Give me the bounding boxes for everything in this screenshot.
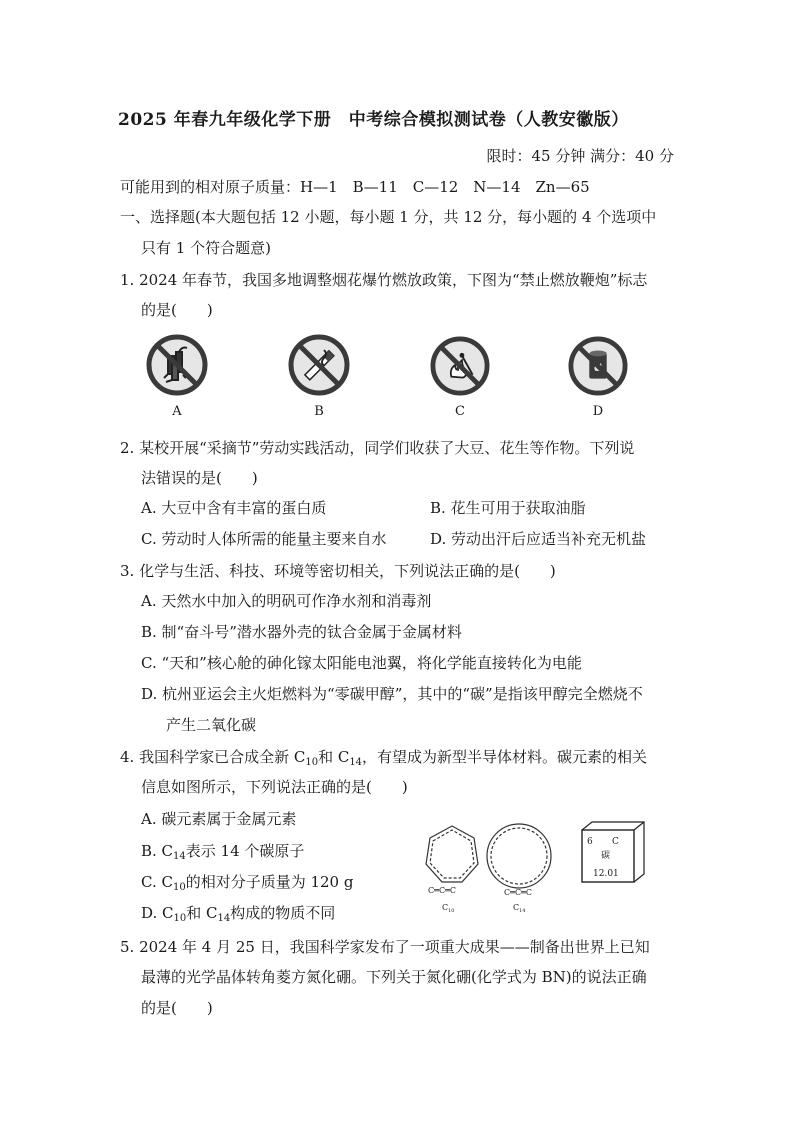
q4-stem-part: 4. 我国科学家已合成全新 C (120, 748, 306, 766)
section1-heading-cont: 只有 1 个符合题意) (141, 239, 271, 257)
time-score: 限时：45 分钟 满分：40 分 (486, 147, 674, 165)
q1-stem: 1. 2024 年春节，我国多地调整烟花爆竹燃放政策，下图为“禁止燃放鞭炮”标志 (120, 271, 648, 289)
q2-option-b: B. 花生可用于获取油脂 (430, 499, 586, 517)
q3-option-a: A. 天然水中加入的明矾可作净水剂和消毒剂 (141, 592, 432, 610)
element-number: 6 (587, 837, 593, 847)
q3-option-d-cont: 产生二氧化碳 (166, 716, 257, 734)
q4-sub-10: 10 (305, 757, 319, 768)
q4-option-c-part: C. C (141, 873, 173, 891)
q4-option-d (141, 903, 335, 923)
no-open-flame-icon (430, 336, 490, 396)
no-firecrackers-icon (146, 334, 208, 396)
c10-label-main: C (442, 903, 449, 912)
q3-option-b: B. 制“奋斗号”潜水器外壳的钛合金属于金属材料 (141, 623, 462, 641)
atomic-mass: 可能用到的相对原子质量：H—1 B—11 C—12 N—14 Zn—65 (120, 178, 590, 196)
carbon-rings-figure (412, 816, 652, 916)
section1-heading: 一、选择题(本大题包括 12 小题，每小题 1 分，共 12 分，每小题的 4 个选项中 (120, 208, 657, 226)
element-name: 碳 (601, 851, 611, 861)
q4-option-c-part: 的相对分子质量为 120 g (185, 873, 354, 891)
c14-bottom-chain: C═C═C (504, 888, 532, 897)
c10-ring (426, 826, 478, 882)
q1-stem-cont: 的是( ) (141, 301, 213, 319)
q4-option-b (141, 841, 304, 861)
q2-stem: 2. 某校开展“采摘节”劳动实践活动，同学们收获了大豆、花生等作物。下列说 (120, 439, 635, 457)
q2-option-d: D. 劳动出汗后应适当补充无机盐 (430, 530, 647, 548)
q1-option-d: D (592, 404, 604, 419)
q4-stem-part: ，有望成为新型半导体材料。碳元素的相关 (362, 748, 648, 766)
q4-option-d-part: 构成的物质不同 (230, 904, 336, 922)
c14-label-main: C (513, 903, 520, 912)
q3-stem: 3. 化学与生活、科技、环境等密切相关，下列说法正确的是( ) (120, 562, 556, 580)
q4-option-b-part: 表示 14 个碳原子 (185, 842, 305, 860)
q5-stem-cont: 最薄的光学晶体转角菱方氮化硼。下列关于氮化硼(化学式为 BN)的说法正确 (141, 968, 647, 986)
q2-option-c: C. 劳动时人体所需的能量主要来自水 (141, 530, 387, 548)
element-symbol: C (612, 837, 619, 847)
q5-stem-cont2: 的是( ) (141, 999, 213, 1017)
exam-title: 2025 年春九年级化学下册 中考综合模拟测试卷（人教安徽版） (118, 110, 629, 130)
c10-bottom-chain: C═C═C (428, 886, 456, 895)
q4-option-b-part: B. C (141, 842, 174, 860)
c10-label (442, 903, 455, 914)
q4-option-c-sub: 10 (172, 882, 186, 893)
q2-stem-cont: 法错误的是( ) (141, 469, 258, 487)
q3-option-d: D. 杭州亚运会主火炬燃料为“零碳甲醇”，其中的“碳”是指该甲醇完全燃烧不 (141, 685, 643, 703)
c14-label (513, 903, 526, 914)
q1-option-a: A (172, 404, 182, 419)
no-smoking-icon (288, 334, 350, 396)
q1-option-b: B (314, 404, 324, 419)
q4-option-d-sub: 10 (173, 913, 187, 924)
no-flammables-icon (568, 336, 628, 396)
q4-option-b-sub: 14 (173, 851, 186, 862)
q4-option-d-sub: 14 (217, 913, 231, 924)
q1-option-c: C (455, 404, 465, 419)
q4-option-d-part: D. C (141, 904, 174, 922)
q4-stem (120, 747, 647, 767)
element-mass: 12.01 (593, 869, 619, 879)
q4-stem-part: 和 C (318, 748, 350, 766)
c14-ring (487, 824, 551, 888)
q4-sub-14: 14 (349, 757, 363, 768)
q4-option-d-part: 和 C (186, 904, 218, 922)
q4-stem-cont: 信息如图所示，下列说法正确的是( ) (141, 778, 408, 796)
c14-label-sub: 14 (519, 908, 526, 914)
q4-option-c (141, 872, 353, 892)
q4-option-a: A. 碳元素属于金属元素 (141, 810, 297, 828)
c10-label-sub: 10 (448, 908, 455, 914)
q3-option-c: C. “天和”核心舱的砷化镓太阳能电池翼，将化学能直接转化为电能 (141, 654, 582, 672)
q5-stem: 5. 2024 年 4 月 25 日，我国科学家发布了一项重大成果——制备出世界上已知 (120, 938, 650, 956)
q2-option-a: A. 大豆中含有丰富的蛋白质 (141, 499, 327, 517)
